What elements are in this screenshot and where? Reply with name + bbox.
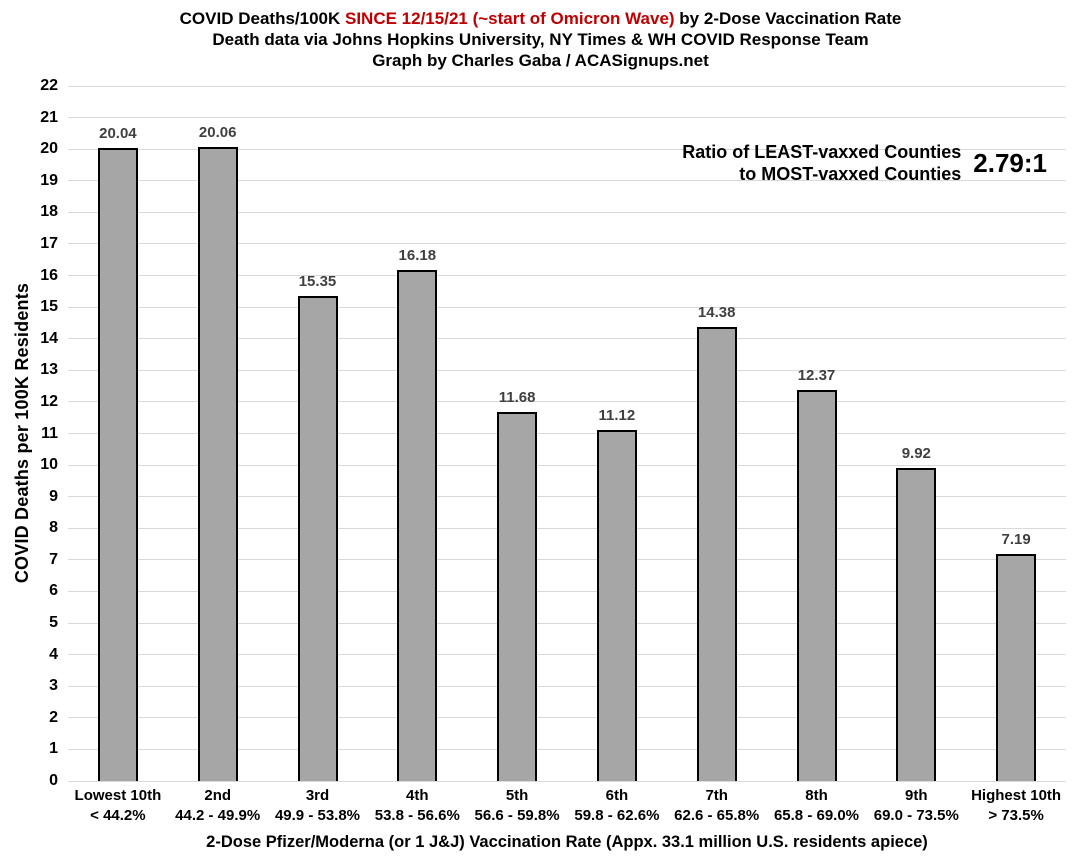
y-tick-label: 2 [49, 708, 58, 726]
ratio-annotation-text [682, 141, 961, 185]
bar-value-label: 20.06 [198, 124, 237, 142]
bar-2 [198, 147, 238, 781]
y-tick-label: 6 [49, 582, 58, 600]
x-category-tier: Lowest 10th [74, 787, 162, 804]
y-axis-title: COVID Deaths per 100K Residents [12, 282, 32, 584]
y-tick-label: 9 [49, 487, 58, 505]
bar-value-label: 20.04 [99, 124, 137, 142]
title-text-highlight: SINCE 12/15/21 (~start of Omicron Wave) [345, 9, 675, 28]
y-tick-label: 13 [40, 361, 58, 379]
bar-8 [797, 390, 837, 781]
y-tick-label: 5 [49, 614, 58, 632]
y-tick-label: 19 [40, 171, 58, 189]
y-tick-label: 3 [49, 677, 58, 695]
y-tick-label: 8 [49, 519, 58, 537]
y-tick-label: 12 [40, 392, 58, 410]
bar-1 [98, 148, 138, 781]
bar-value-label: 11.68 [498, 389, 536, 407]
bar-value-label: 16.18 [398, 246, 437, 264]
bar-value-label: 15.35 [298, 273, 337, 291]
x-category-tier: 8th [805, 787, 828, 804]
y-tick-label: 16 [40, 266, 58, 284]
y-tick-label: 14 [40, 329, 58, 347]
x-category-label [956, 786, 1076, 826]
y-tick-label: 1 [49, 740, 58, 758]
x-category-tier: 3rd [305, 787, 330, 804]
chart-title-block [0, 8, 1081, 71]
x-axis-category-labels [68, 786, 1066, 830]
x-category-tier: 9th [905, 787, 928, 804]
gridline [68, 117, 1066, 118]
x-category-range: 53.8 - 56.6% [374, 807, 460, 824]
x-category-range: > 73.5% [988, 807, 1044, 824]
bar-value-label: 9.92 [901, 444, 931, 462]
bar-7 [697, 327, 737, 781]
chart-subtitle-credit: Graph by Charles Gaba / ACASignups.net [372, 51, 709, 70]
bar-10 [996, 554, 1036, 781]
bar-value-label: 7.19 [1001, 530, 1031, 548]
y-tick-label: 17 [40, 234, 58, 252]
y-tick-label: 7 [49, 550, 58, 568]
y-axis-tick-labels [0, 77, 58, 789]
gridline [68, 86, 1066, 87]
x-category-range: 49.9 - 53.8% [274, 807, 361, 824]
y-tick-label: 18 [40, 203, 58, 221]
chart-subtitle-source: Death data via Johns Hopkins University, NY Times & WH COVID Response Team [212, 30, 869, 49]
plot-area [68, 86, 1066, 781]
bar-value-label: 11.12 [598, 406, 636, 424]
bar-value-label: 12.37 [797, 367, 836, 385]
ratio-annotation-line2: to MOST-vaxxed Counties [739, 164, 962, 184]
title-text-left: COVID Deaths/100K [179, 9, 345, 28]
y-tick-label: 15 [40, 298, 58, 316]
bar-3 [298, 296, 338, 781]
x-category-range: 69.0 - 73.5% [873, 807, 959, 824]
x-category-range: < 44.2% [90, 807, 146, 824]
bar-value-label: 14.38 [697, 303, 736, 321]
x-category-range: 65.8 - 69.0% [773, 807, 860, 824]
x-category-tier: 7th [705, 787, 728, 804]
bar-5 [497, 412, 537, 781]
x-category-tier: 5th [505, 787, 529, 804]
y-tick-label: 20 [40, 140, 58, 158]
title-text-right: by 2-Dose Vaccination Rate [674, 9, 902, 28]
y-tick-label: 21 [40, 108, 58, 126]
y-tick-label: 22 [40, 77, 58, 94]
ratio-value: 2.79:1 [973, 147, 1047, 178]
x-category-tier: 4th [406, 787, 429, 804]
x-category-tier: Highest 10th [971, 787, 1062, 804]
ratio-annotation [682, 141, 1047, 185]
x-category-range: 56.6 - 59.8% [474, 807, 560, 824]
x-axis-title: 2-Dose Pfizer/Moderna (or 1 J&J) Vaccination Rate (Appx. 33.1 million U.S. residents apiece) [206, 833, 928, 851]
x-category-range: 59.8 - 62.6% [574, 807, 660, 824]
ratio-annotation-line1: Ratio of LEAST-vaxxed Counties [682, 142, 962, 162]
bar-4 [397, 270, 437, 781]
chart-title [0, 8, 1081, 29]
x-category-tier: 2nd [204, 787, 232, 804]
y-tick-label: 0 [49, 772, 58, 789]
y-tick-label: 4 [49, 645, 58, 663]
bar-9 [896, 468, 936, 781]
bar-6 [597, 430, 637, 781]
x-category-range: 44.2 - 49.9% [175, 807, 261, 824]
y-tick-label: 11 [41, 424, 58, 442]
x-category-range: 62.6 - 65.8% [674, 807, 760, 824]
x-category-tier: 6th [605, 787, 629, 804]
y-tick-label: 10 [40, 456, 58, 474]
